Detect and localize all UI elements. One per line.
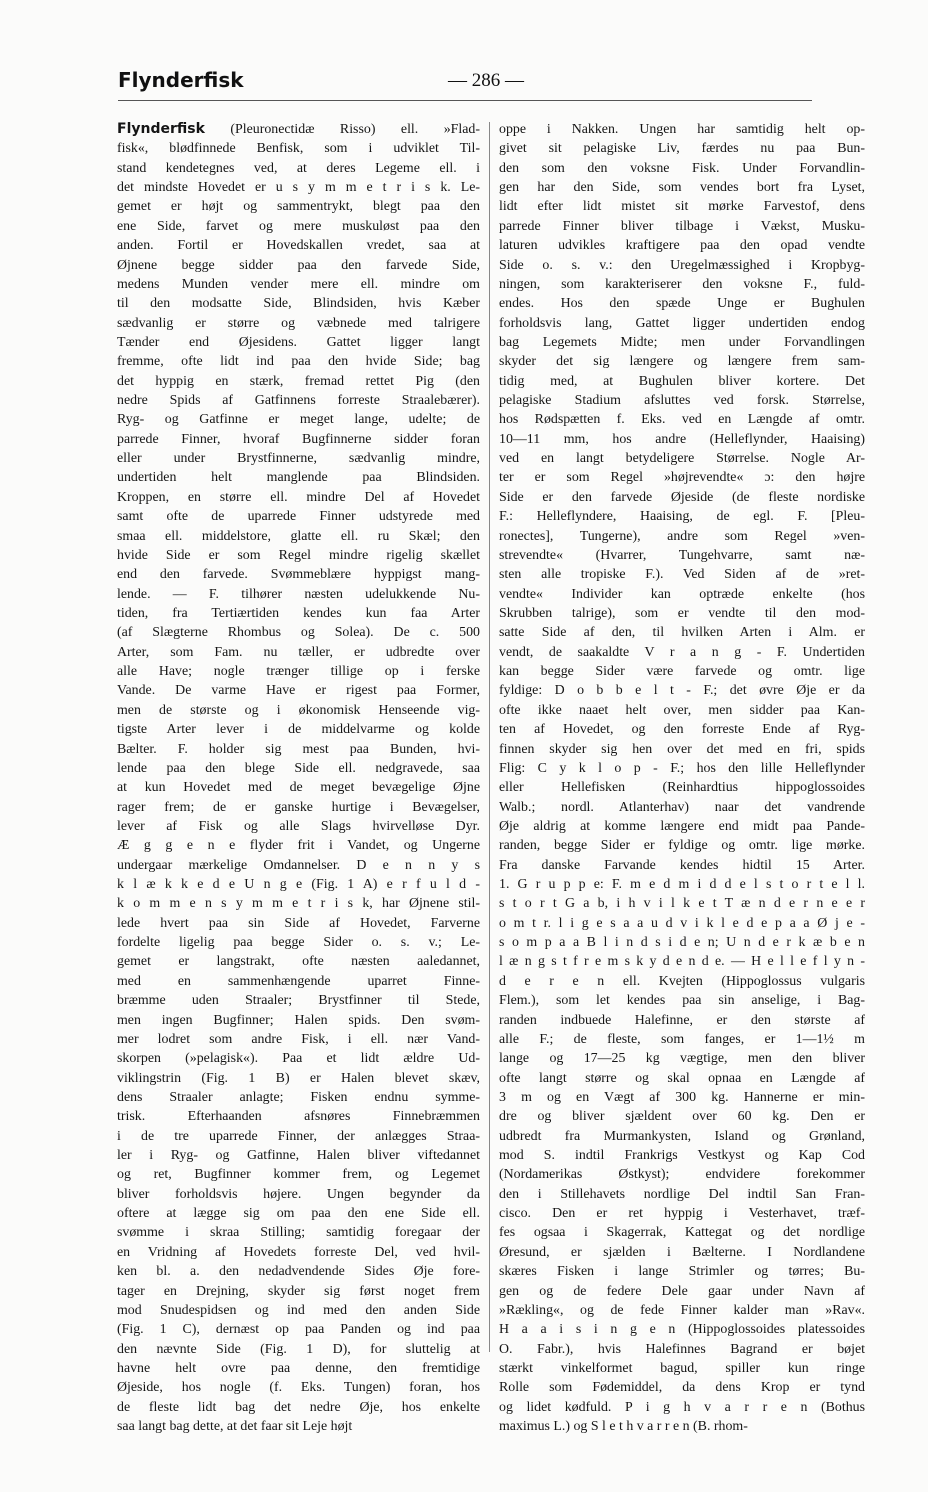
text-line: Arter, som Fam. nu tæller, er udbredte over xyxy=(117,644,480,660)
text-line: eller under Brystfinnerne, sædvanlig mindre, xyxy=(117,451,480,467)
text-line: hvide Side er som Regel mindre rigelig skællet xyxy=(117,547,480,563)
text-line: skyder det sig længere og længere frem sam- xyxy=(499,354,865,370)
header-rule xyxy=(118,100,812,101)
text-line: udbredt fra Murmankysten, Island og Grønland, xyxy=(499,1128,865,1144)
text-line: stærkt vinkelformet bagud, spiller kun ringe xyxy=(499,1361,865,1376)
text-line: gemet er langstrakt, ofte næsten aaledannet, xyxy=(117,954,480,970)
left-column xyxy=(117,120,480,1436)
text-line: ter er som Regel »højrevendte« ɔ: den højre xyxy=(499,470,865,486)
text-line: bræmme uden Straaler; Brystfinner til Stede, xyxy=(117,993,480,1009)
text-line: Øjnene begge sidder paa den farvede Side, xyxy=(117,257,480,273)
article-headword: Flynderfisk xyxy=(117,121,205,137)
text-line: Vande. De varme Have er rigest paa Former, xyxy=(117,683,480,699)
text-line: »Rækling«, og de fede Finner kalder man »Rav«. xyxy=(499,1302,865,1318)
text-line: fordelte ligelig paa begge Sider o. s. v.; Le- xyxy=(117,935,480,951)
text-line: gen og de federe Dele gaar under Navn af xyxy=(499,1283,865,1299)
text-line: s t o r t G a b, i h v i l k e t T æ n d e r n e e r xyxy=(499,896,865,912)
text-line: Rolle som Fødemiddel, da dens Krop er tynd xyxy=(499,1380,865,1396)
text-line: og lidet kødfuld. P i g h v a r r e n (Bothus xyxy=(499,1399,865,1415)
text-line: randen, begge Sider er fyldige og omtr. lige mørke. xyxy=(499,838,865,854)
text-line: ved en langt betydeligere Størrelse. Nogle Ar- xyxy=(499,451,865,467)
text-line: samt ofte de uparrede Finner udstyrede med xyxy=(117,509,480,525)
text-line: lidt efter lidt mistet sit mørke Farvestof, dens xyxy=(499,199,865,215)
text-line: eller Hellefisken (Reinhardtius hippoglossoides xyxy=(499,780,865,796)
text-line: tiden, fra Tertiærtiden kendes kun faa Arter xyxy=(117,605,480,621)
text-line: trisk. Efterhaanden afsnøres Finnebræmmen xyxy=(117,1109,480,1125)
text-line: Flem.), som let kendes paa sin anselige, i Bag- xyxy=(499,993,865,1009)
text-line: s o m p a a B l i n d s i d e n; U n d e r k æ b e n xyxy=(499,935,865,951)
text-line: mod Snudespidsen og ind med den anden Side xyxy=(117,1302,480,1318)
text-line: 10—11 mm, hos andre (Helleflynder, Haaising) xyxy=(499,431,865,447)
text-line: bag Legemets Midte; men under Forvandlingen xyxy=(499,334,865,350)
running-head xyxy=(118,68,818,102)
text-line: Skrubben talrige), som er vendte til den mod- xyxy=(499,605,865,621)
text-line: tigste Arter lever i de middelvarme og kolde xyxy=(117,722,480,738)
text-line: en Vridning af Hovedets forreste Del, ved hvil- xyxy=(117,1244,480,1260)
text-line: Ryg- og Gatfinne er meget lange, udelte; de xyxy=(117,412,480,428)
text-line: fremme, ofte lidt ind paa den hvide Side; bag xyxy=(117,354,480,370)
text-line: ten af Hovedet, og den forreste Ende af Ryg- xyxy=(499,722,865,738)
text-line: lende. — F. tilhører næsten udelukkende Nu- xyxy=(117,586,480,602)
text-line: finnen skyder sig hen over det med en fri, spids xyxy=(499,741,865,757)
text-line: til den modsatte Side, Blindsiden, hvis Kæber xyxy=(117,296,480,312)
text-line-body: (Pleuronectidæ Risso) ell. »Flad- xyxy=(204,122,480,137)
text-line: (Nordamerikas Østkyst); endvidere forekommer xyxy=(499,1167,865,1183)
text-line: O. Fabr.), hvis Halefinnes Bagrand er bøjet xyxy=(499,1341,865,1357)
text-line: k o m m e n s y m m e t r i s k, har Øjnene stil- xyxy=(117,896,480,912)
text-line: ronectes], Tungerne), andre som Regel »ven- xyxy=(499,528,865,544)
text-line: med en sammenhængende uparret Finne- xyxy=(117,973,480,989)
text-line: den nævnte Side (Fig. 1 D), for sluttelig at xyxy=(117,1341,480,1357)
text-line: ofte langt større og skal opnaa en Længde af xyxy=(499,1070,865,1086)
text-line: det hyppig en stærk, fremad rettet Pig (den xyxy=(117,373,480,389)
text-line: k l æ k k e d e U n g e (Fig. 1 A) e r f u l d - xyxy=(117,877,480,893)
text-line: givet sit pelagiske Liv, færdes nu paa Bun- xyxy=(499,141,865,157)
text-line: ene Side, farvet og mere muskuløst paa den xyxy=(117,218,480,234)
text-line: oftere at lægge sig om paa den ene Side ell. xyxy=(117,1206,480,1222)
text-line: skorpen (»pelagisk«). Paa et lidt ældre Ud- xyxy=(117,1051,480,1067)
text-line: forholdsvis lang, Gattet ligger undertiden endog xyxy=(499,315,865,331)
text-line: hos Rødspætten f. Eks. ved en Længde af omtr. xyxy=(499,412,865,428)
text-line: de fleste lidt bag det nedre Øje, hos enkelte xyxy=(117,1399,480,1415)
text-line: parrede Finner bliver tilbage i Vækst, Musku- xyxy=(499,218,865,234)
text-line: gemet er højt og sammentrykt, blegt paa den xyxy=(117,199,480,215)
text-line: undertiden helt manglende paa Blindsiden. xyxy=(117,470,480,486)
text-line: alle Have; nogle trænger tillige op i ferske xyxy=(117,664,480,680)
text-line: d e r e n ell. Kvejten (Hippoglossus vulgaris xyxy=(499,973,865,989)
text-line: smaa ell. middelstore, glatte ell. ru Skæl; den xyxy=(117,528,480,544)
text-line: Æ g g e n e flyder frit i Vandet, og Ungerne xyxy=(117,838,480,854)
text-line: i de tre uparrede Finner, der anlægges Straa- xyxy=(117,1128,480,1144)
page-number: — 286 — xyxy=(448,70,524,91)
text-line: lange og 17—25 kg vægtige, men den bliver xyxy=(499,1051,865,1067)
text-line: dens Straaler anlagte; Fisken endnu symme- xyxy=(117,1089,480,1105)
text-line: fes ogsaa i Skagerrak, Kattegat og det nordlige xyxy=(499,1225,865,1241)
right-column xyxy=(499,120,865,1436)
text-line: Fra danske Farvande kendes hidtil 15 Arter. xyxy=(499,857,865,873)
text-line: randen indbuede Halefinne, er den største af xyxy=(499,1012,865,1028)
text-line: maximus L.) og S l e t h v a r r e n (B. rhom- xyxy=(499,1419,748,1435)
text-line: havne helt ovre paa denne, den fremtidige xyxy=(117,1361,480,1376)
text-line: alle F.; de fleste, som fanges, er 1—1½ m xyxy=(499,1031,865,1047)
text-line: svømme i skraa Stilling; samtidig foregaar der xyxy=(117,1225,480,1241)
text-line: kan begge Sider være farvede og omtr. lige xyxy=(499,664,865,680)
text-line: 3 m og en Vægt af 300 kg. Hannerne er min- xyxy=(499,1089,865,1105)
running-head-title: Flynderfisk xyxy=(118,68,244,92)
text-line: Øje aldrig at komme længere end midt paa Pande- xyxy=(499,818,865,834)
text-line: men ingen Bugfinner; Halen spids. Den svøm- xyxy=(117,1012,480,1028)
text-line: satte Side af den, til hvilken Arten i Alm. er xyxy=(499,625,865,641)
text-line: (Fig. 1 C), dernæst op paa Panden og ind paa xyxy=(117,1322,480,1338)
text-line: end den farvede. Svømmeblære hyppigst mang- xyxy=(117,567,480,583)
text-line: fyldige: D o b b e l t - F.; det øvre Øje er da xyxy=(499,683,865,699)
text-line: Øjeside, hos nogle (f. Eks. Tungen) foran, hos xyxy=(117,1380,480,1396)
text-line: ler i Ryg- og Gatfinne, Halen bliver viftedannet xyxy=(117,1148,480,1164)
text-line: skæres Fisken i lange Strimler og tørres; Bu- xyxy=(499,1264,865,1280)
text-line: strevendte« (Hvarrer, Tungehvarre, samt næ- xyxy=(499,547,865,563)
text-line: tager en Drejning, skyder sig først noget frem xyxy=(117,1283,480,1299)
text-line: sædvanlig er større og væbnede med talrigere xyxy=(117,315,480,331)
text-line: ken bl. a. den nedadvendende Sides Øje fore- xyxy=(117,1264,480,1280)
text-line: medens Munden vender mere ell. mindre om xyxy=(117,276,480,292)
text-line: saa langt bag dette, at det faar sit Leje højt xyxy=(117,1419,353,1435)
text-line: lende paa den blege Side ell. nedgravede, saa xyxy=(117,760,480,776)
text-line: l æ n g s t f r e m s k y d e n d e. — H e l l e f l y n - xyxy=(499,954,865,970)
text-line: parrede Finner, hvoraf Bugfinnerne sidder foran xyxy=(117,431,480,447)
text-line: at kun Hovedet med de meget bevægelige Øjne xyxy=(117,780,480,796)
text-line: viklingstrin (Fig. 1 B) er Halen blevet skæv, xyxy=(117,1070,480,1086)
text-line: rager frem; de er ganske hurtige i Bevægelser, xyxy=(117,799,480,815)
column-divider xyxy=(489,122,490,1352)
text-line: F.: Helleflyndere, Haaising, de egl. F. [Pleu- xyxy=(499,509,865,525)
text-line: tidig med, at Bughulen bliver kortere. Det xyxy=(499,373,865,389)
text-line: gen har den Side, som vendes bort fra Lyset, xyxy=(499,180,865,196)
text-line: vendt, de saakaldte V r a n g - F. Undertiden xyxy=(499,644,865,660)
text-line: ningen, som karakteriserer den voksne F., fuld- xyxy=(499,276,865,292)
text-line: det mindste Hovedet er u s y m m e t r i s k. Le- xyxy=(117,180,480,196)
text-line: H a a i s i n g e n (Hippoglossoides platessoides xyxy=(499,1322,865,1338)
text-line: lever af Fisk og alle Slags hvirvelløse Dyr. xyxy=(117,818,480,834)
text-line: endes. Hos den spæde Unge er Bughulen xyxy=(499,296,865,312)
text-line: fisk«, blødfinnede Benfisk, som i udviklet Til- xyxy=(117,141,480,157)
text-line: men de største og i økonomisk Henseende vig- xyxy=(117,702,480,718)
text-line: vendte« Individer kan optræde enkelte (hos xyxy=(499,586,865,602)
text-line: nedre Spids af Gatfinnens forreste Straalebærer). xyxy=(117,393,480,409)
text-line: dre og bliver sjældent over 60 kg. Den er xyxy=(499,1109,865,1125)
text-line: den i Stillehavets nordlige Del indtil San Fran- xyxy=(499,1186,865,1202)
text-line: bliver forholdsvis højere. Ungen begynder da xyxy=(117,1186,480,1202)
text-line: ofte ikke naaet helt over, men sidder paa Kan- xyxy=(499,702,865,718)
text-line: undergaar mærkelige Omdannelser. D e n n y s xyxy=(117,857,480,873)
text-line: cisco. Den er ret hyppig i Vesterhavet, træf- xyxy=(499,1206,865,1222)
text-line: Side er den farvede Øjeside (de fleste nordiske xyxy=(499,489,865,505)
text-line: mod S. indtil Frankrigs Vestkyst og Kap Cod xyxy=(499,1148,865,1164)
text-line xyxy=(117,120,480,139)
text-line: laturen udvikles kraftigere paa den opad vendte xyxy=(499,238,865,254)
text-line: stand kendetegnes ved, at deres Legeme ell. i xyxy=(117,160,480,176)
text-line: 1. G r u p p e: F. m e d m i d d e l s t o r t e l l. xyxy=(499,877,865,893)
text-line: o m t r. l i g e s a a u d v i k l e d e p a a Ø j e - xyxy=(499,915,865,931)
text-line: Kroppen, en større ell. mindre Del af Hovedet xyxy=(117,489,480,505)
text-line: (af Slægterne Rhombus og Solea). De c. 500 xyxy=(117,625,480,641)
text-line: anden. Fortil er Hovedskallen vredet, saa at xyxy=(117,238,480,254)
text-line: og ret, Bugfinner kommer frem, og Legemet xyxy=(117,1167,480,1183)
text-line: lede hvert paa sin Side af Hovedet, Farverne xyxy=(117,915,480,931)
text-line: Bælter. F. holder sig mest paa Bunden, hvi- xyxy=(117,741,480,757)
text-line: Walb.; nordl. Atlanterhav) naar det vandrende xyxy=(499,799,865,815)
text-line: Øresund, er sjælden i Bælterne. I Nordlandene xyxy=(499,1244,865,1260)
text-line: Tænder end Øjesidens. Gattet ligger langt xyxy=(117,334,480,350)
text-line: sten alle tropiske F.). Ved Siden af de »ret- xyxy=(499,567,865,583)
text-line: mer lodret som andre Fisk, i ell. nær Vand- xyxy=(117,1031,480,1047)
text-line: oppe i Nakken. Ungen har samtidig helt op- xyxy=(499,122,865,137)
text-line: Flig: C y k l o p - F.; hos den lille Helleflynder xyxy=(499,760,865,776)
text-line: pelagiske Stadium afsluttes ved forsk. Størrelse, xyxy=(499,393,865,409)
text-line: den som den voksne Fisk. Under Forvandlin- xyxy=(499,160,865,176)
text-line: Side o. s. v.: den Uregelmæssighed i Kropbyg- xyxy=(499,257,865,273)
